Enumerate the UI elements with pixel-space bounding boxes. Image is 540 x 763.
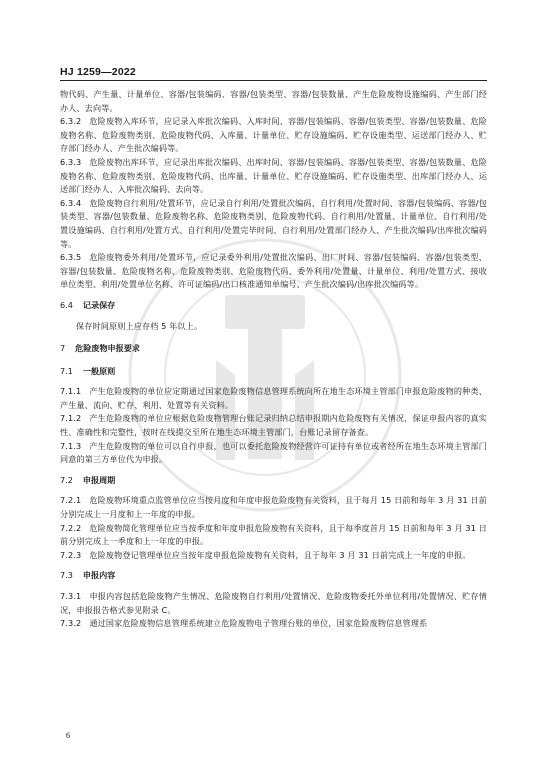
page-number: 6 bbox=[66, 731, 70, 740]
section-number: 7 bbox=[60, 343, 66, 354]
clause-number: 7.3.1 bbox=[60, 591, 82, 601]
clause-7-3-1 bbox=[60, 590, 487, 617]
section-number: 7.2 bbox=[60, 474, 73, 485]
clause-number: 7.2.2 bbox=[60, 522, 82, 533]
clause-text: 危险废物简化管理单位应当按季度和年度申报危险废物有关资料，且于每季度首月 15 日前和每年 3 月 31 日前分别完成上一季度和上一年度的申报。 bbox=[60, 522, 487, 547]
section-title: 申报内容 bbox=[82, 570, 116, 581]
clause-number: 6.3.5 bbox=[60, 252, 82, 263]
section-heading-7 bbox=[60, 342, 487, 356]
section-heading-7-1 bbox=[60, 365, 487, 379]
clause-7-1-2 bbox=[60, 412, 487, 439]
clause-text: 危险废物自行利用/处置环节，应记录自行利用/处置批次编码、自行利用/处置时间、容器/包装编码、容器/包装类型、容器/包装数量、危险废物名称、危险废物类别、危险废物代码、自行利用/处置量、计量单位、自行利用/处置设施编码、自行利用/处置方式、自行利用/处置完毕时间、自行利用/处置部门经办人、产生批次编码/出库批次编码等。 bbox=[60, 197, 487, 249]
section-number: 7.3 bbox=[60, 570, 73, 581]
clause-text: 通过国家危险废物信息管理系统建立危险废物电子管理台账的单位，国家危险废物信息管理系 bbox=[89, 618, 428, 629]
clause-7-1-1 bbox=[60, 385, 487, 412]
clause-text: 产生危险废物的单位应定期通过国家危险废物信息管理系统向所在地生态环境主管部门申报危险废物的种类、产生量、流向、贮存、利用、处置等有关资料。 bbox=[60, 386, 487, 410]
clause-number: 7.1.3 bbox=[60, 440, 82, 451]
section-heading-6-4 bbox=[60, 299, 487, 313]
clause-text: 危险废物出库环节，应记录出库批次编码、出库时间、容器/包装编码、容器/包装类型、容器/包装数量、危险废物名称、危险废物类别、危险废物代码、出库量、计量单位、贮存设施编码、贮存设施类型、出库部门经办人、运送部门经办人、入库批次编码、去向等。 bbox=[60, 156, 487, 195]
clause-text: 危险废物委外利用/处置环节，应记录委外利用/处置批次编码、出厂时间、容器/包装编码、容器/包装类型、容器/包装数量、危险废物名称、危险废物类别、危险废物代码、委外利用/处置量、计量单位、利用/处置方式、接收单位类型、利用/处置单位名称、许可证编码/出口核准通知单编号、产生批次编码/出库批次编码等。 bbox=[60, 252, 487, 290]
section-number: 7.1 bbox=[60, 365, 73, 376]
clause-text: 危险废物入库环节，应记录入库批次编码、入库时间、容器/包装编码、容器/包装类型、容器/包装数量、危险废物名称、危险废物类别、危险废物代码、入库量、计量单位、贮存设施编码、贮存设施类型、运送部门经办人、贮存部门经办人、产生批次编码等。 bbox=[60, 116, 487, 154]
section-title: 一般原则 bbox=[82, 365, 116, 376]
clause-number: 7.2.1 bbox=[60, 495, 82, 506]
clause-text: 危险废物环境重点监管单位应当按月度和年度申报危险废物有关资料，且于每月 15 日前和每年 3 月 31 日前分别完成上一月度和上一年度的申报。 bbox=[60, 495, 487, 520]
clause-7-2-2 bbox=[60, 522, 487, 549]
clause-number: 6.3.3 bbox=[60, 156, 82, 167]
clause-7-2-1 bbox=[60, 494, 487, 521]
clause-text: 危险废物登记管理单位应当按年度申报危险废物有关资料，且于每年 3 月 31 日前完成上一年度的申报。 bbox=[89, 549, 471, 560]
clause-7-2-3 bbox=[60, 549, 487, 563]
clause-6-3-2 bbox=[60, 115, 487, 156]
clause-6-3-3 bbox=[60, 156, 487, 197]
section-title: 危险废物申报要求 bbox=[75, 343, 140, 354]
header-divider bbox=[60, 80, 487, 81]
clause-text: 产生危险废物的单位应根据危险废物管理台账记录归纳总结申报期内危险废物有关情况，保证申报内容的真实性、准确性和完整性，按时在线提交至所在地生态环境主管部门，台账记录留存备查。 bbox=[60, 413, 487, 438]
section-heading-7-2 bbox=[60, 474, 487, 488]
clause-number: 7.1.1 bbox=[60, 386, 82, 397]
clause-text: 产生危险废物的单位可以自行申报，也可以委托危险废物经营许可证持有单位或者经所在地生态环境主管部门同意的第三方单位代为申报。 bbox=[60, 440, 487, 465]
clause-text: 申报内容包括危险废物产生情况、危险废物自行利用/处置情况、危险废物委托外单位利用/处置情况、贮存情况，申报报告格式参见附录 C。 bbox=[60, 591, 487, 615]
section-title: 记录保存 bbox=[82, 299, 116, 310]
clause-number: 7.3.2 bbox=[60, 618, 82, 629]
section-title: 申报周期 bbox=[82, 474, 116, 485]
standard-code: HJ 1259—2022 bbox=[60, 66, 136, 78]
record-retention-text: 保存时间原则上应存档 5 年以上。 bbox=[76, 320, 203, 331]
clause-6-3-5 bbox=[60, 251, 487, 292]
paragraph-continued: 物代码、产生量、计量单位、容器/包装编码、容器/包装类型、容器/包装数量、产生危险废物设施编码、产生部门经办人、去向等。 bbox=[60, 89, 487, 113]
clause-7-1-3 bbox=[60, 440, 487, 467]
clause-7-3-2 bbox=[60, 617, 487, 631]
document-body bbox=[60, 88, 487, 631]
section-heading-7-3 bbox=[60, 569, 487, 583]
section-number: 6.4 bbox=[60, 299, 73, 310]
clause-number: 6.3.4 bbox=[60, 197, 82, 208]
clause-number: 6.3.2 bbox=[60, 116, 82, 127]
clause-number: 7.2.3 bbox=[60, 549, 82, 560]
clause-number: 7.1.2 bbox=[60, 413, 82, 424]
clause-6-3-4 bbox=[60, 197, 487, 251]
